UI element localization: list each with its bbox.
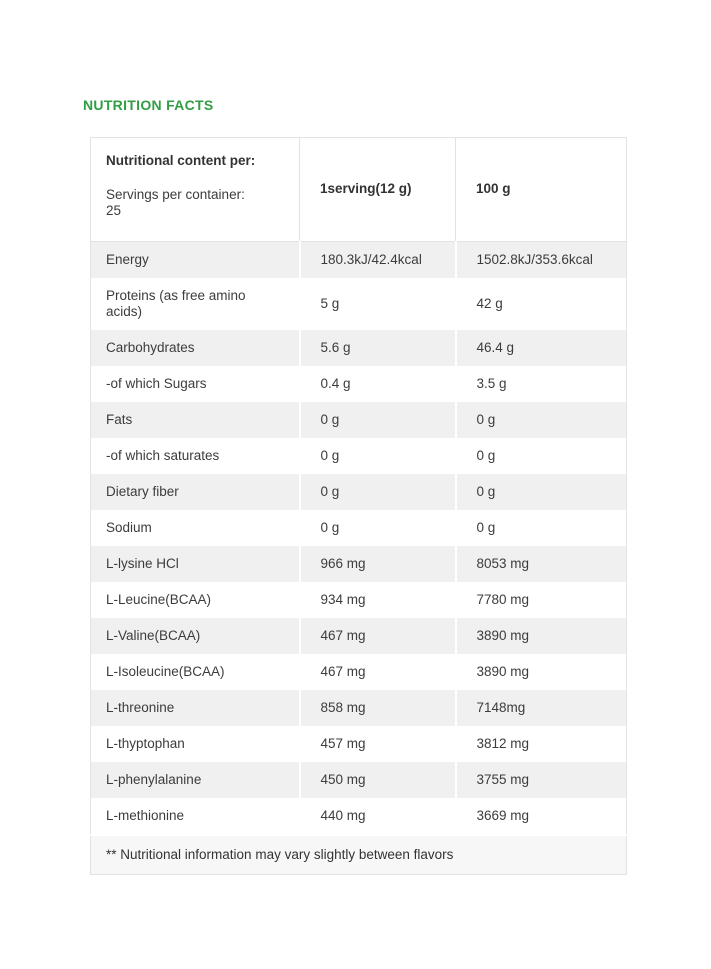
footnote-row: [91, 835, 627, 875]
nutrient-label: Fats: [91, 402, 300, 438]
table-row: [91, 278, 627, 330]
per-100g-value: 42 g: [456, 278, 627, 330]
serving-value: 0 g: [300, 402, 456, 438]
header-row: [91, 138, 627, 242]
table-row: [91, 546, 627, 582]
nutrient-label: Sodium: [91, 510, 300, 546]
table-header: [91, 138, 627, 242]
nutrient-label: L-methionine: [91, 798, 300, 835]
table-row: [91, 438, 627, 474]
serving-value: 457 mg: [300, 726, 456, 762]
table-row: [91, 330, 627, 366]
nutrient-label: L-phenylalanine: [91, 762, 300, 798]
nutrient-label: L-Valine(BCAA): [91, 618, 300, 654]
table-row: [91, 366, 627, 402]
nutrient-label: L-Isoleucine(BCAA): [91, 654, 300, 690]
per-100g-value: 0 g: [456, 402, 627, 438]
serving-value: 0 g: [300, 474, 456, 510]
table-row: [91, 582, 627, 618]
per-100g-value: 0 g: [456, 438, 627, 474]
nutrient-label: L-threonine: [91, 690, 300, 726]
table-footer: [91, 835, 627, 875]
nutrient-label: Proteins (as free amino acids): [91, 278, 300, 330]
nutrient-label: L-Leucine(BCAA): [91, 582, 300, 618]
serving-value: 0.4 g: [300, 366, 456, 402]
header-servings-label: Servings per container:: [106, 187, 245, 203]
serving-value: 0 g: [300, 510, 456, 546]
header-content-per-label: Nutritional content per:: [106, 153, 256, 168]
serving-value: 467 mg: [300, 618, 456, 654]
header-servings: [106, 187, 284, 219]
table-row: [91, 510, 627, 546]
per-100g-value: 46.4 g: [456, 330, 627, 366]
per-100g-value: 7780 mg: [456, 582, 627, 618]
table-row: [91, 474, 627, 510]
per-100g-value: 0 g: [456, 474, 627, 510]
per-100g-value: 3890 mg: [456, 618, 627, 654]
serving-value: 966 mg: [300, 546, 456, 582]
table-row: [91, 798, 627, 835]
serving-value: 5.6 g: [300, 330, 456, 366]
per-100g-value: 3755 mg: [456, 762, 627, 798]
per-100g-value: 3812 mg: [456, 726, 627, 762]
serving-value: 180.3kJ/42.4kcal: [300, 242, 456, 279]
nutrient-label: -of which saturates: [91, 438, 300, 474]
header-cell-serving: 1serving(12 g): [300, 138, 456, 242]
serving-value: 450 mg: [300, 762, 456, 798]
header-servings-value: 25: [106, 203, 122, 219]
nutrient-label: L-lysine HCl: [91, 546, 300, 582]
table-footnote: ** Nutritional information may vary slightly between flavors: [91, 835, 627, 875]
table-body: [91, 242, 627, 836]
serving-value: 0 g: [300, 438, 456, 474]
nutrient-label: Carbohydrates: [91, 330, 300, 366]
serving-value: 5 g: [300, 278, 456, 330]
serving-value: 858 mg: [300, 690, 456, 726]
per-100g-value: 3669 mg: [456, 798, 627, 835]
header-cell-content: [91, 138, 300, 242]
header-cell-per-100g: 100 g: [456, 138, 627, 242]
per-100g-value: 8053 mg: [456, 546, 627, 582]
serving-value: 467 mg: [300, 654, 456, 690]
nutrient-label: -of which Sugars: [91, 366, 300, 402]
per-100g-value: 7148mg: [456, 690, 627, 726]
page-title: NUTRITION FACTS: [83, 97, 214, 113]
nutrient-label: L-thyptophan: [91, 726, 300, 762]
per-100g-value: 3.5 g: [456, 366, 627, 402]
per-100g-value: 1502.8kJ/353.6kcal: [456, 242, 627, 279]
table-row: [91, 690, 627, 726]
per-100g-value: 3890 mg: [456, 654, 627, 690]
table-row: [91, 654, 627, 690]
nutrition-table: [90, 137, 627, 875]
nutrient-label: Energy: [91, 242, 300, 279]
serving-value: 934 mg: [300, 582, 456, 618]
serving-value: 440 mg: [300, 798, 456, 835]
table-row: [91, 618, 627, 654]
table-row: [91, 402, 627, 438]
per-100g-value: 0 g: [456, 510, 627, 546]
table-row: [91, 726, 627, 762]
table-row: [91, 762, 627, 798]
nutrient-label: Dietary fiber: [91, 474, 300, 510]
table-row: [91, 242, 627, 279]
